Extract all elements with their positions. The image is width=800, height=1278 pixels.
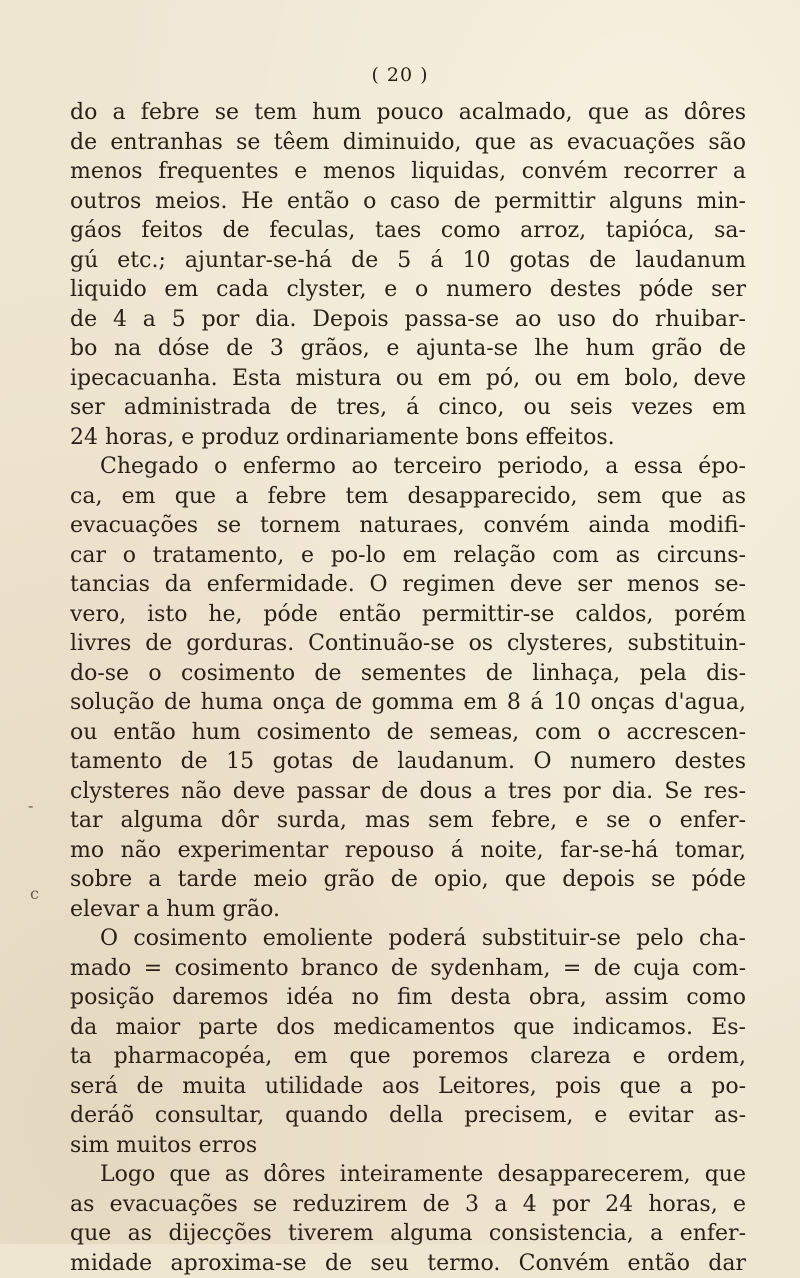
text-line: ou então hum cosimento de semeas, com o accrescen-	[70, 718, 746, 748]
text-line: de entranhas se têem diminuido, que as evacuações são	[70, 128, 746, 158]
text-line: liquido em cada clyster, e o numero destes póde ser	[70, 275, 746, 305]
margin-mark: -	[28, 796, 33, 815]
text-line: vero, isto he, póde então permittir-se caldos, porém	[70, 600, 746, 630]
text-line: bo na dóse de 3 grãos, e ajunta-se lhe hum grão de	[70, 334, 746, 364]
text-line: mo não experimentar repouso á noite, far-se-há tomar,	[70, 836, 746, 866]
page-number: ( 20 )	[0, 64, 800, 86]
text-line: que as dijecções tiverem alguma consistencia, a enfer-	[70, 1219, 746, 1249]
text-line: O cosimento emoliente poderá substituir-se pelo cha-	[70, 924, 746, 954]
text-line: Logo que as dôres inteiramente desapparecerem, que	[70, 1160, 746, 1190]
text-line: elevar a hum grão.	[70, 895, 746, 925]
text-line: do-se o cosimento de sementes de linhaça, pela dis-	[70, 659, 746, 689]
text-line: clysteres não deve passar de dous a tres por dia. Se res-	[70, 777, 746, 807]
text-line: outros meios. He então o caso de permittir alguns min-	[70, 187, 746, 217]
text-line: evacuações se tornem naturaes, convém ainda modifi-	[70, 511, 746, 541]
text-line: do a febre se tem hum pouco acalmado, que as dôres	[70, 98, 746, 128]
text-line: posição daremos idéa no fim desta obra, assim como	[70, 983, 746, 1013]
margin-mark: c	[30, 884, 39, 903]
text-line: midade aproxima-se de seu termo. Convém então dar	[70, 1249, 746, 1278]
text-line: tamento de 15 gotas de laudanum. O numero destes	[70, 747, 746, 777]
text-line: menos frequentes e menos liquidas, convém recorrer a	[70, 157, 746, 187]
text-line: as evacuações se reduzirem de 3 a 4 por 24 horas, e	[70, 1190, 746, 1220]
text-line: ser administrada de tres, á cinco, ou seis vezes em	[70, 393, 746, 423]
text-line: tar alguma dôr surda, mas sem febre, e se o enfer-	[70, 806, 746, 836]
text-line: Chegado o enfermo ao terceiro periodo, a essa épo-	[70, 452, 746, 482]
text-line: 24 horas, e produz ordinariamente bons effeitos.	[70, 423, 746, 453]
text-line: gáos feitos de feculas, taes como arroz, tapióca, sa-	[70, 216, 746, 246]
text-line: sobre a tarde meio grão de opio, que depois se póde	[70, 865, 746, 895]
text-line: car o tratamento, e po-lo em relação com as circuns-	[70, 541, 746, 571]
text-line: mado = cosimento branco de sydenham, = de cuja com-	[70, 954, 746, 984]
text-line: ipecacuanha. Esta mistura ou em pó, ou em bolo, deve	[70, 364, 746, 394]
text-line: sim muitos erros	[70, 1131, 746, 1161]
text-line: livres de gorduras. Continuão-se os clysteres, substituin-	[70, 629, 746, 659]
text-line: de 4 a 5 por dia. Depois passa-se ao uso do rhuibar-	[70, 305, 746, 335]
text-line: tancias da enfermidade. O regimen deve ser menos se-	[70, 570, 746, 600]
body-text	[70, 98, 746, 1278]
text-line: da maior parte dos medicamentos que indicamos. Es-	[70, 1013, 746, 1043]
text-line: será de muita utilidade aos Leitores, pois que a po-	[70, 1072, 746, 1102]
text-line: gú etc.; ajuntar-se-há de 5 á 10 gotas de laudanum	[70, 246, 746, 276]
text-line: ca, em que a febre tem desapparecido, sem que as	[70, 482, 746, 512]
text-line: deráõ consultar, quando della precisem, e evitar as-	[70, 1101, 746, 1131]
text-line: solução de huma onça de gomma em 8 á 10 onças d'agua,	[70, 688, 746, 718]
text-line: ta pharmacopéa, em que poremos clareza e ordem,	[70, 1042, 746, 1072]
